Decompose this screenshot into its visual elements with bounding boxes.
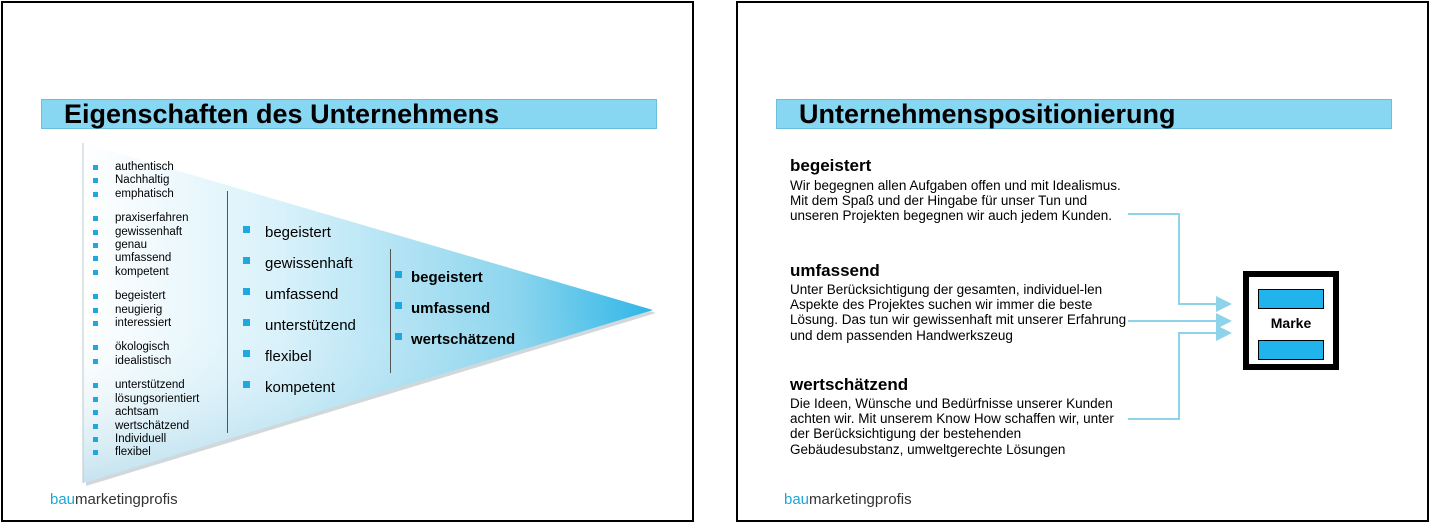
logo-rest: marketingprofis [809, 491, 912, 508]
logo-bau: bau [784, 491, 810, 508]
list-item [93, 341, 199, 354]
bullet-square-icon [243, 381, 250, 388]
list-item [93, 174, 199, 187]
bullet-square-icon [93, 345, 98, 350]
bullet-square-icon [93, 270, 98, 275]
bullet-square-icon [93, 256, 98, 261]
slide-eigenschaften [1, 1, 694, 522]
bullet-square-icon [93, 308, 98, 313]
bullet-square-icon [93, 243, 98, 248]
list-item-label: kompetent [115, 265, 169, 278]
bullet-square-icon [93, 216, 98, 221]
list-item [93, 252, 199, 265]
list-item [243, 341, 356, 372]
traits-list-selected [243, 217, 356, 403]
brand-bar-top [1258, 289, 1324, 309]
list-item-label: wertschätzend [115, 419, 190, 432]
slide-title: Unternehmenspositionierung [776, 99, 1392, 129]
list-item-label: kompetent [265, 379, 336, 396]
list-item [243, 372, 356, 403]
bullet-square-icon [93, 230, 98, 235]
section-text-begeistert: Wir begegnen allen Aufgaben offen und mit Idealismus. Mit dem Spaß und der Hingabe für unser Tun und unseren Projekten begegnen wir auch jedem Kunden. [790, 178, 1121, 224]
section-heading-wertschaetzend: wertschätzend [790, 375, 909, 394]
list-item-label: Individuell [115, 432, 167, 445]
bullet-square-icon [243, 319, 250, 326]
list-item-label: emphatisch [115, 187, 174, 200]
list-item [243, 310, 356, 341]
list-item-label: praxiserfahren [115, 212, 189, 225]
list-item [395, 324, 515, 355]
list-item [93, 420, 199, 433]
list-item [243, 279, 356, 310]
divider-1 [227, 191, 228, 433]
bullet-square-icon [93, 450, 98, 455]
list-item-label: unterstützend [115, 379, 185, 392]
list-item [93, 161, 199, 174]
divider-2 [390, 249, 391, 373]
logo [50, 491, 178, 508]
bullet-square-icon [93, 397, 98, 402]
bullet-square-icon [93, 383, 98, 388]
bullet-square-icon [395, 271, 402, 278]
bullet-square-icon [93, 437, 98, 442]
brand-bar-bottom [1258, 340, 1324, 360]
list-item [243, 248, 356, 279]
bullet-square-icon [93, 321, 98, 326]
section-heading-umfassend: umfassend [790, 261, 880, 280]
bullet-square-icon [93, 359, 98, 364]
list-item [93, 239, 199, 252]
list-item-label: umfassend [265, 286, 339, 303]
bullet-square-icon [243, 288, 250, 295]
logo-rest: marketingprofis [75, 491, 178, 508]
bullet-square-icon [243, 350, 250, 357]
list-item-label: lösungsorientiert [115, 392, 200, 405]
bullet-square-icon [93, 165, 98, 170]
connector-arrows [738, 3, 1429, 522]
list-item [93, 317, 199, 330]
section-heading-begeistert: begeistert [790, 156, 872, 175]
list-item [93, 446, 199, 459]
list-item [395, 293, 515, 324]
list-item-label: ökologisch [115, 341, 170, 354]
list-item-label: umfassend [115, 252, 172, 265]
list-item [243, 217, 356, 248]
list-item-label: gewissenhaft [265, 255, 353, 272]
list-item-label: gewissenhaft [115, 225, 183, 238]
brand-box [1243, 271, 1339, 370]
traits-list-core [395, 262, 515, 355]
list-item [93, 379, 199, 392]
section-text-umfassend: Unter Berücksichtigung der gesamten, individuel-len Aspekte des Projektes suchen wir immer die beste Lösung. Das tun wir gewissenhaft mit unserer Erfahrung und dem passenden Handwerkszeug [790, 282, 1127, 343]
traits-list-all [93, 161, 199, 460]
list-item [93, 355, 199, 368]
list-item-label: neugierig [115, 303, 163, 316]
list-item-label: genau [115, 239, 147, 252]
list-item-label: authentisch [115, 161, 174, 173]
bullet-square-icon [395, 333, 402, 340]
list-item [93, 226, 199, 239]
bullet-square-icon [93, 410, 98, 415]
list-item [93, 212, 199, 225]
list-item [93, 393, 199, 406]
bullet-square-icon [93, 178, 98, 183]
section-text-wertschaetzend: Die Ideen, Wünsche und Bedürfnisse unserer Kunden achten wir. Mit unserem Know How schaffen wir, unter der Berücksichtigung der bestehenden Gebäudesubstanz, umweltgerechte Lösungen [790, 396, 1114, 457]
list-item [93, 266, 199, 279]
bullet-square-icon [93, 424, 98, 429]
bullet-square-icon [243, 257, 250, 264]
logo [784, 491, 912, 508]
bullet-square-icon [395, 302, 402, 309]
bullet-square-icon [93, 192, 98, 197]
list-item-label: begeistert [411, 269, 483, 286]
list-item [93, 304, 199, 317]
list-item-label: wertschätzend [411, 331, 516, 348]
list-item [395, 262, 515, 293]
list-item [93, 406, 199, 419]
list-item-label: achtsam [115, 406, 159, 419]
bullet-square-icon [243, 226, 250, 233]
list-item [93, 433, 199, 446]
list-item-label: begeistert [115, 290, 166, 303]
list-item [93, 188, 199, 201]
slide-title: Eigenschaften des Unternehmens [41, 99, 657, 129]
list-item-label: interessiert [115, 317, 172, 330]
list-item-label: Nachhaltig [115, 174, 170, 187]
logo-bau: bau [50, 491, 76, 508]
list-item-label: umfassend [411, 300, 491, 317]
list-item-label: flexibel [265, 348, 312, 365]
list-item-label: begeistert [265, 224, 331, 241]
bullet-square-icon [93, 294, 98, 299]
list-item-label: idealistisch [115, 354, 172, 367]
list-item-label: unterstützend [265, 317, 356, 334]
list-item-label: flexibel [115, 446, 151, 459]
brand-label: Marke [1270, 315, 1312, 331]
slide-positionierung [736, 1, 1429, 522]
list-item [93, 290, 199, 303]
